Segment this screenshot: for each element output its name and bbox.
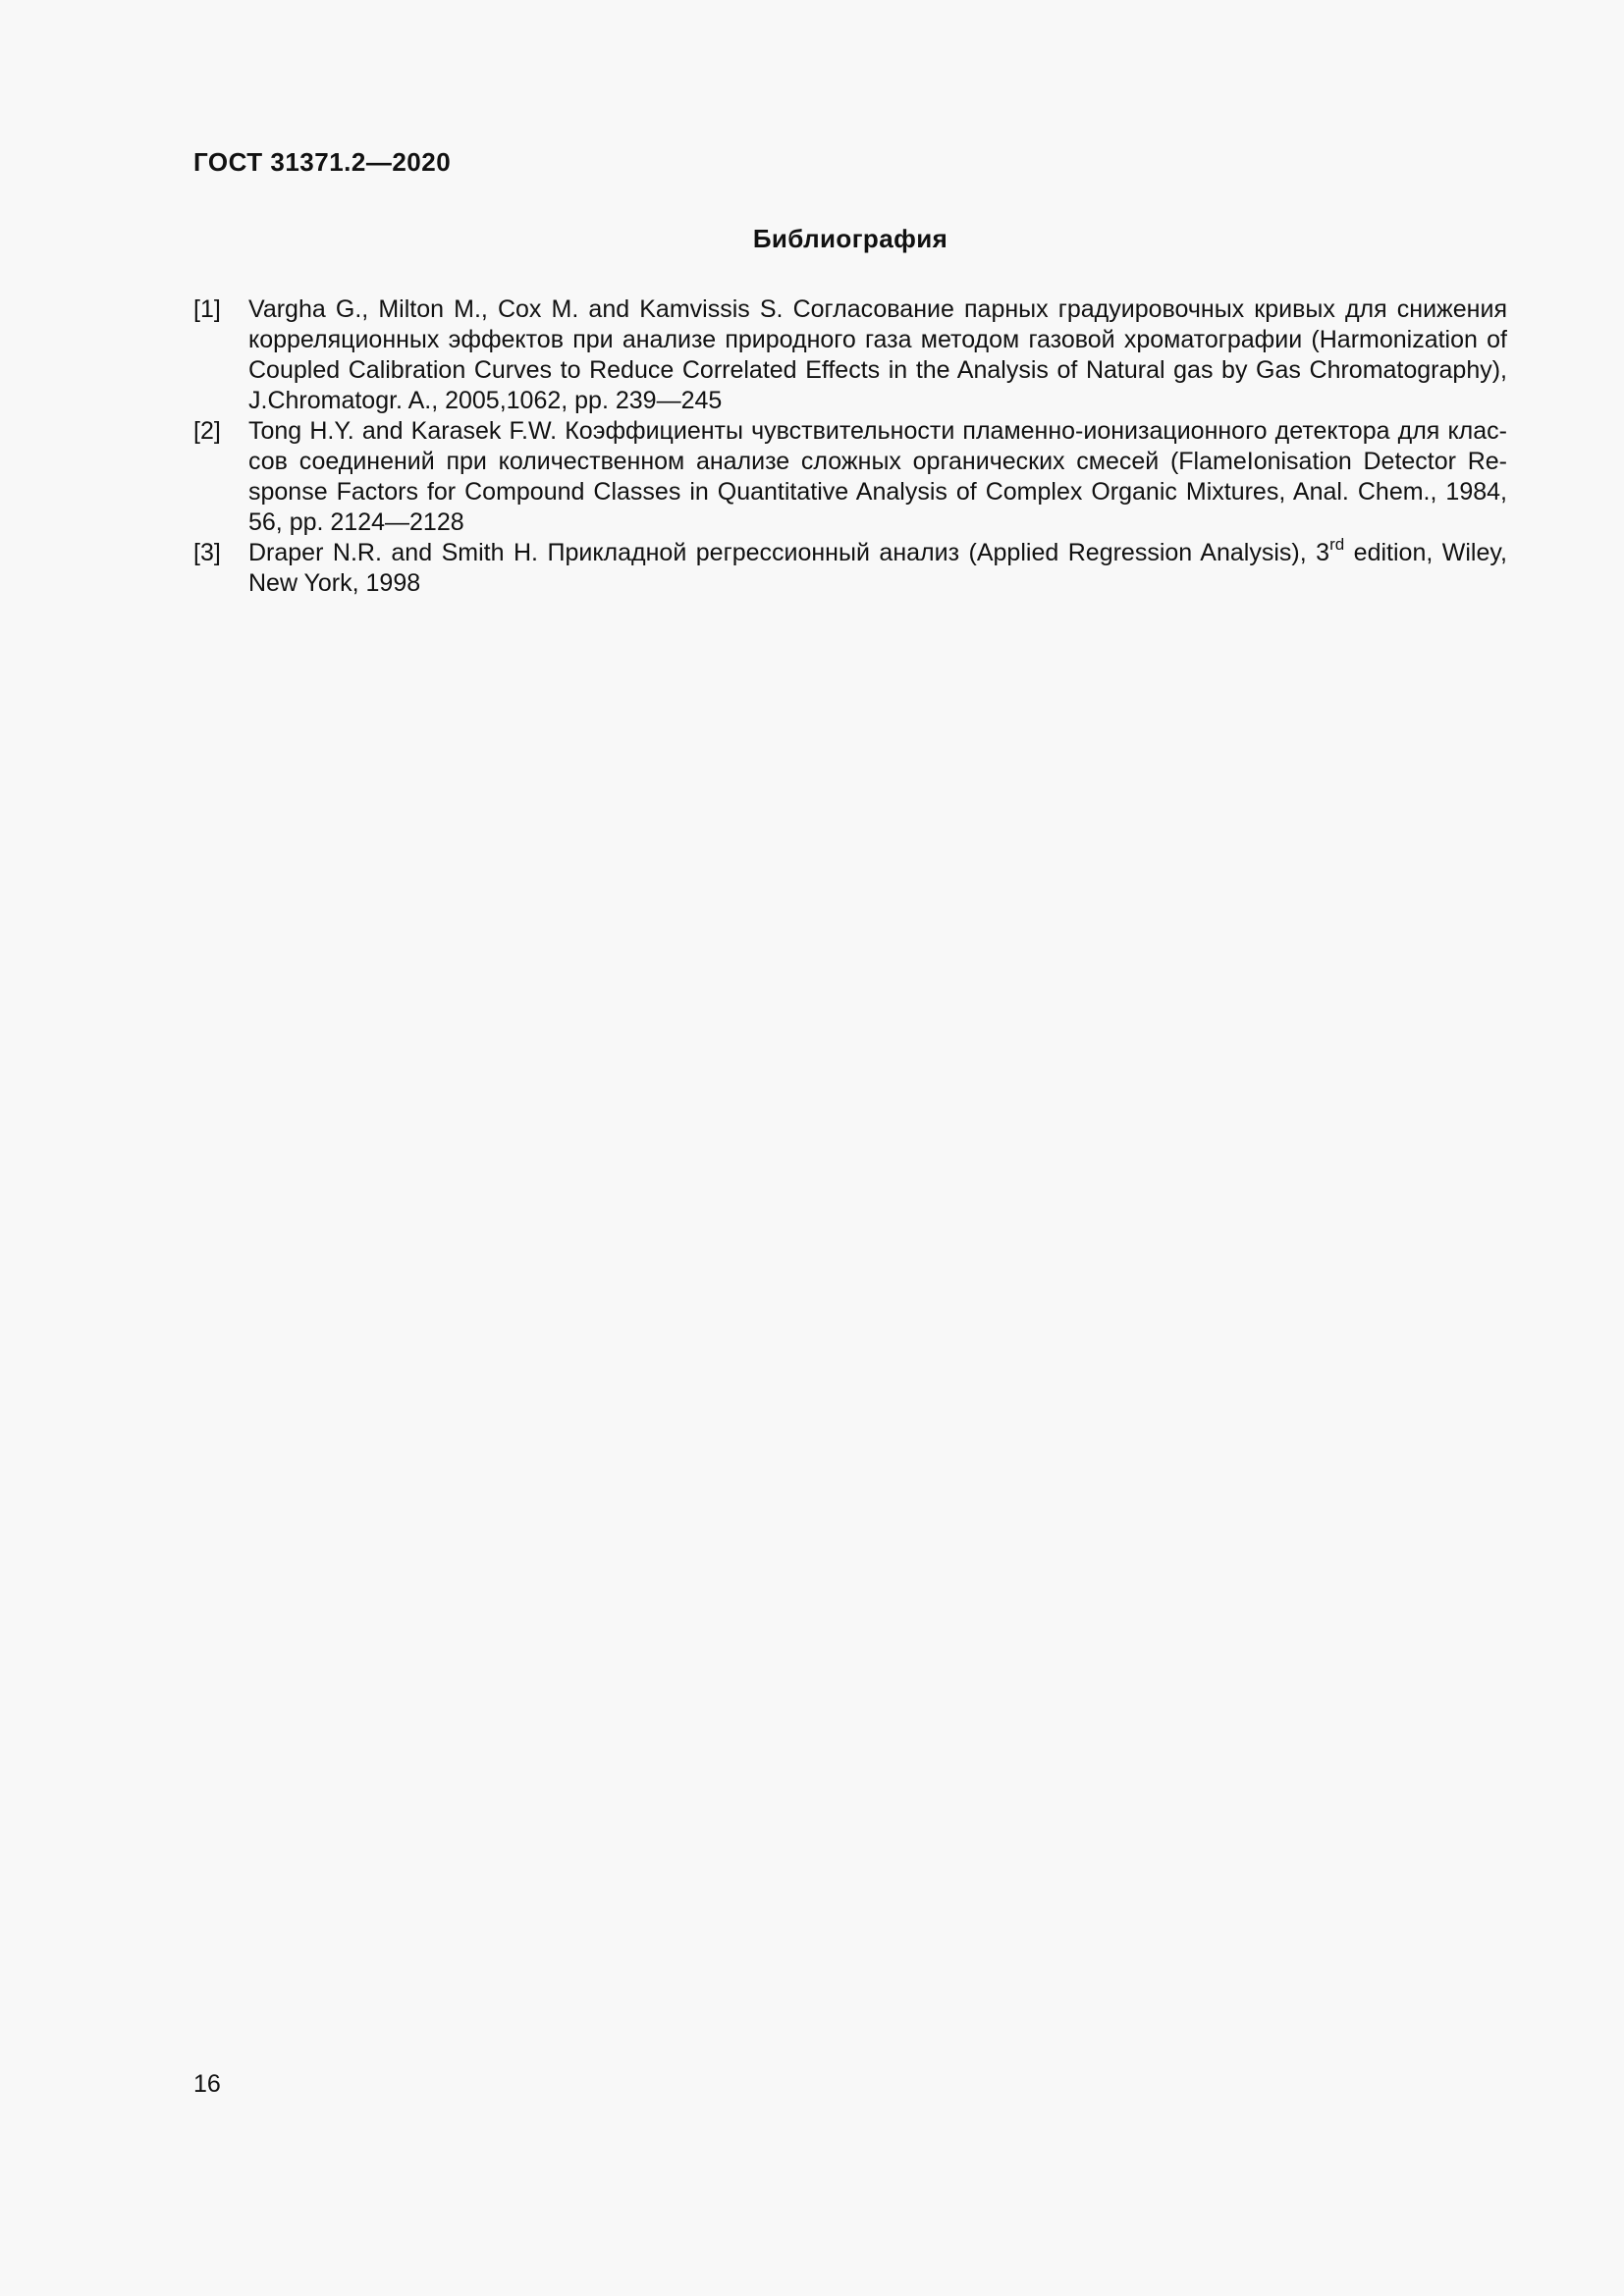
bibliography-item-3 — [193, 534, 1507, 599]
section-title: Библиография — [752, 224, 948, 253]
bibliography-item-number: [1] — [193, 295, 221, 323]
bibliography-item-1 — [193, 294, 1507, 416]
edition-superscript: rd — [1329, 534, 1345, 554]
bibliography-item-number: [3] — [193, 539, 221, 566]
reference-text-tail: edition, Wiley, New York, 1998 — [248, 539, 1507, 597]
page-number: 16 — [193, 2070, 221, 2098]
document-standard-code: ГОСТ 31371.2—2020 — [193, 147, 452, 177]
bibliography-item-text — [248, 416, 1507, 538]
bibliography-item-number: [2] — [193, 417, 221, 445]
bibliography-item-2 — [193, 416, 1507, 538]
reference-text-main: Tong H.Y. and Karasek F.W. Коэффициенты чувствительности пламенно-ионизационного детектора для клас-сов соединений при количественном анализе сложных органических смесей (FlameIonisation Detector Re-sponse Factors for Compound Classes in Quantitative Analysis of Complex Organic Mixtures, Anal. Chem., 1984, 56, pp. 2124—2128 — [248, 417, 1507, 536]
bibliography-item-text — [248, 534, 1507, 599]
reference-text-main: Draper N.R. and Smith H. Прикладной регрессионный анализ (Applied Regression Analysis), 3 — [248, 539, 1330, 566]
reference-text-main: Vargha G., Milton M., Cox M. and Kamvissis S. Согласование парных градуировочных кривых для снижения корреляционных эффектов при анализе природного газа методом газовой хроматографии (Harmonization of Coupled Calibration Curves to Reduce Correlated Effects in the Analysis of Natural gas by Gas Chromatography), J.Chromatogr. A., 2005,1062, pp. 239—245 — [248, 295, 1507, 414]
bibliography-item-text — [248, 294, 1507, 416]
bibliography-list — [193, 294, 1507, 599]
